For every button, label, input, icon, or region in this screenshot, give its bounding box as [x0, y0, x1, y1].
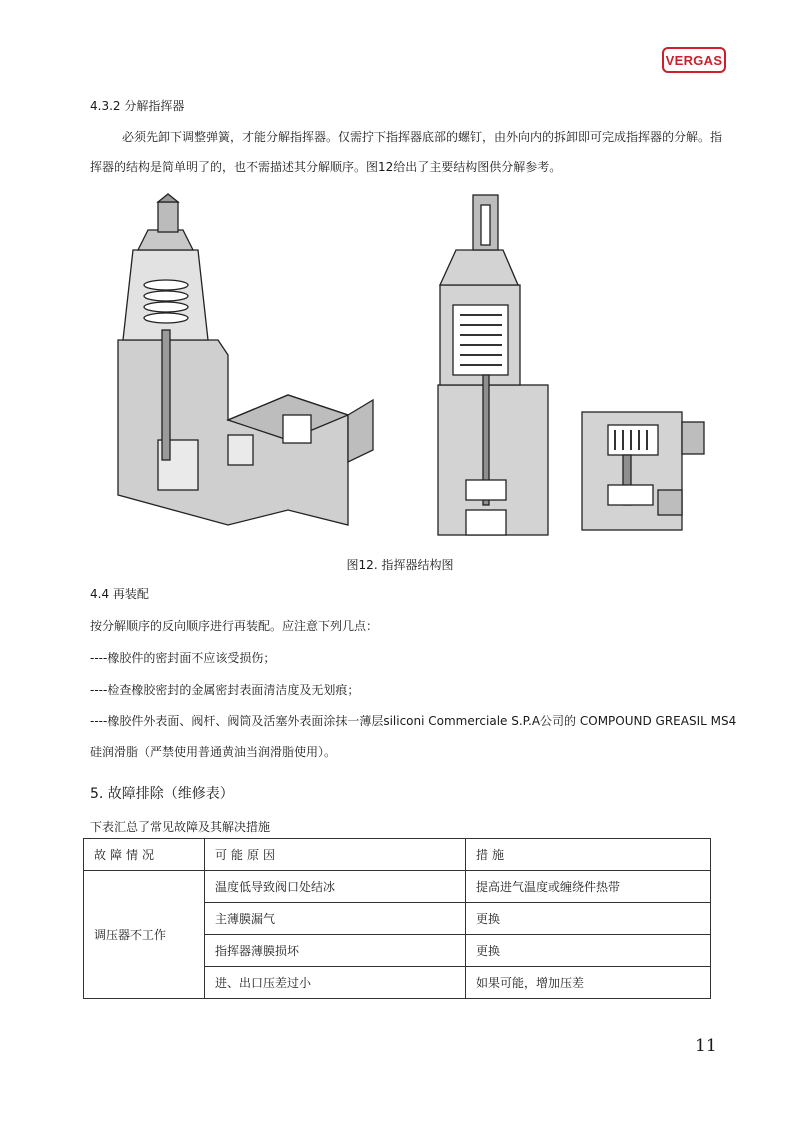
- vergas-logo: VERGAS: [662, 47, 726, 73]
- pilot-isometric-drawing: [118, 194, 373, 525]
- cause-cell: 主薄膜漏气: [205, 903, 466, 935]
- section-5-heading: 5. 故障排除（维修表）: [90, 786, 234, 802]
- cause-cell: 温度低导致阀口处结冰: [205, 871, 466, 903]
- reassembly-item-3: ----橡胶件外表面、阀杆、阀筒及活塞外表面涂抹一薄层siliconi Commerciale S.P.A公司的 COMPOUND GREASIL MS4: [90, 714, 737, 728]
- action-cell: 更换: [466, 935, 711, 967]
- header-action: 措施: [466, 839, 711, 871]
- fault-cell: 调压器不工作: [84, 871, 205, 999]
- header-cause: 可能原因: [205, 839, 466, 871]
- table-row: [84, 871, 711, 903]
- table-header-row: [84, 839, 711, 871]
- troubleshooting-table: [83, 838, 711, 999]
- action-cell: 提高进气温度或缠绕件热带: [466, 871, 711, 903]
- pilot-side-section-drawing: [582, 412, 704, 530]
- paragraph-line-2: 挥器的结构是简单明了的，也不需描述其分解顺序。图12给出了主要结构图供分解参考。: [90, 160, 562, 174]
- action-cell: 更换: [466, 903, 711, 935]
- figure-caption: 图12. 指挥器结构图: [346, 558, 454, 572]
- section-4-4-heading: 4.4 再装配: [90, 587, 149, 601]
- reassembly-intro: 按分解顺序的反向顺序进行再装配。应注意下列几点：: [90, 619, 379, 633]
- page-number: 11: [695, 1036, 717, 1056]
- reassembly-item-2: ----检查橡胶密封的金属密封表面清洁度及无划痕；: [90, 683, 360, 697]
- cause-cell: 指挥器薄膜损坏: [205, 935, 466, 967]
- pilot-front-section-drawing: [438, 195, 548, 535]
- troubleshooting-intro: 下表汇总了常见故障及其解决措施: [90, 820, 271, 834]
- header-fault: 故障情况: [84, 839, 205, 871]
- action-cell: 如果可能，增加压差: [466, 967, 711, 999]
- paragraph-line-1: 必须先卸下调整弹簧，才能分解指挥器。仅需拧下指挥器底部的螺钉，由外向内的拆卸即可完成指挥器的分解。指: [122, 130, 723, 144]
- pilot-structure-figure: [88, 190, 708, 550]
- reassembly-item-1: ----橡胶件的密封面不应该受损伤；: [90, 651, 276, 665]
- cause-cell: 进、出口压差过小: [205, 967, 466, 999]
- section-4-3-2-heading: 4.3.2 分解指挥器: [90, 99, 185, 113]
- reassembly-item-3-continued: 硅润滑脂（严禁使用普通黄油当润滑脂使用）。: [90, 745, 337, 759]
